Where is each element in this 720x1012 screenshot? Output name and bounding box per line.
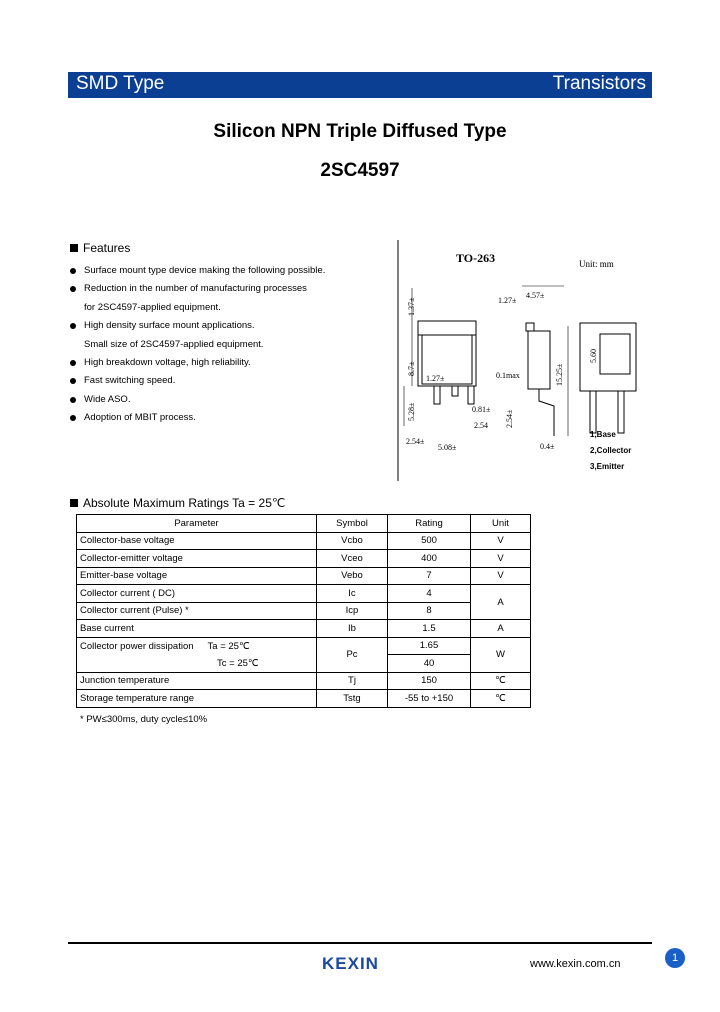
- company-url[interactable]: www.kexin.com.cn: [530, 958, 621, 970]
- part-number: 2SC4597: [320, 160, 400, 181]
- bullet-icon: [70, 397, 76, 403]
- bullet-icon: [70, 323, 76, 329]
- header-left-text: SMD Type: [76, 73, 165, 94]
- package-name: TO-263: [456, 251, 496, 265]
- footer-divider: [68, 942, 652, 944]
- table-row: Collector power dissipation Ta = 25℃ Pc 1.65 W: [77, 637, 531, 655]
- table-header-row: [77, 515, 531, 533]
- bullet-icon: [70, 378, 76, 384]
- ratings-heading: Absolute Maximum Ratings Ta = 25℃: [70, 496, 285, 510]
- column-header: Parameter: [77, 515, 317, 533]
- header-right-text: Transistors: [552, 73, 646, 94]
- bullet-icon: [70, 286, 76, 292]
- column-header: Symbol: [317, 515, 388, 533]
- table-row: Junction temperature Tj 150 ℃: [77, 672, 531, 690]
- dim-label: 4.57±: [526, 291, 545, 300]
- dim-label: 5.28±: [407, 402, 416, 421]
- table-row: Emitter-base voltage Vebo 7 V: [77, 567, 531, 585]
- dim-label: 0.81±: [472, 405, 491, 414]
- document-title: Silicon NPN Triple Diffused Type: [213, 121, 507, 142]
- dim-label: 15.25±: [555, 363, 564, 386]
- feature-item: High density surface mount applications.: [70, 317, 325, 335]
- company-logo: KEXIN: [322, 954, 379, 973]
- table-row: Tc = 25℃ 40: [77, 655, 531, 673]
- feature-item: Surface mount type device making the following possible.: [70, 262, 325, 280]
- bullet-icon: [70, 360, 76, 366]
- dim-label: 2.54±: [406, 437, 425, 446]
- table-row: Base current Ib 1.5 A: [77, 620, 531, 638]
- dim-label: 1.37±: [407, 297, 416, 316]
- column-header: Unit: [471, 515, 531, 533]
- ratings-footnote: * PW≤300ms, duty cycle≤10%: [80, 714, 208, 725]
- features-heading: Features: [70, 241, 130, 255]
- bullet-icon: [70, 268, 76, 274]
- dim-label: 0.1max: [496, 371, 520, 380]
- dim-label: 2.54: [474, 421, 488, 430]
- table-row: Collector-base voltage Vcbo 500 V: [77, 532, 531, 550]
- dim-label: 1.27±: [498, 296, 517, 305]
- package-outline-drawing: [394, 236, 654, 496]
- pin-label: 2,Collector: [590, 446, 632, 455]
- pin-label: 3,Emitter: [590, 462, 625, 471]
- package-unit: Unit: mm: [579, 259, 614, 269]
- ratings-table: [76, 514, 531, 708]
- table-row: Storage temperature range Tstg -55 to +150 ℃: [77, 690, 531, 708]
- dim-label: 5.08±: [438, 443, 457, 452]
- dim-label: 0.4±: [540, 442, 555, 451]
- square-bullet-icon: [70, 244, 78, 252]
- dim-label: 1.27±: [426, 374, 445, 383]
- dim-label: 8.7±: [407, 361, 416, 376]
- column-header: Rating: [388, 515, 471, 533]
- bullet-icon: [70, 415, 76, 421]
- square-bullet-icon: [70, 499, 78, 507]
- pin-label: 1,Base: [590, 430, 616, 439]
- feature-item: Adoption of MBIT process.: [70, 409, 325, 427]
- table-row: Collector current (Pulse) * Icp 8: [77, 602, 531, 620]
- page-number-badge: 1: [665, 948, 685, 968]
- dim-label: 5.60: [589, 349, 598, 363]
- dim-label: 2.54±: [505, 409, 514, 428]
- header-bar: [68, 72, 652, 98]
- feature-item: for 2SC4597-applied equipment.: [84, 301, 221, 313]
- feature-item: Fast switching speed.: [70, 372, 325, 390]
- features-list: [70, 262, 325, 428]
- feature-item: Reduction in the number of manufacturing processes: [70, 280, 325, 298]
- feature-item: Small size of 2SC4597-applied equipment.: [84, 338, 264, 350]
- table-row: Collector-emitter voltage Vceo 400 V: [77, 550, 531, 568]
- table-row: Collector current ( DC) Ic 4 A: [77, 585, 531, 603]
- feature-item: High breakdown voltage, high reliability.: [70, 354, 325, 372]
- feature-item: Wide ASO.: [70, 391, 325, 409]
